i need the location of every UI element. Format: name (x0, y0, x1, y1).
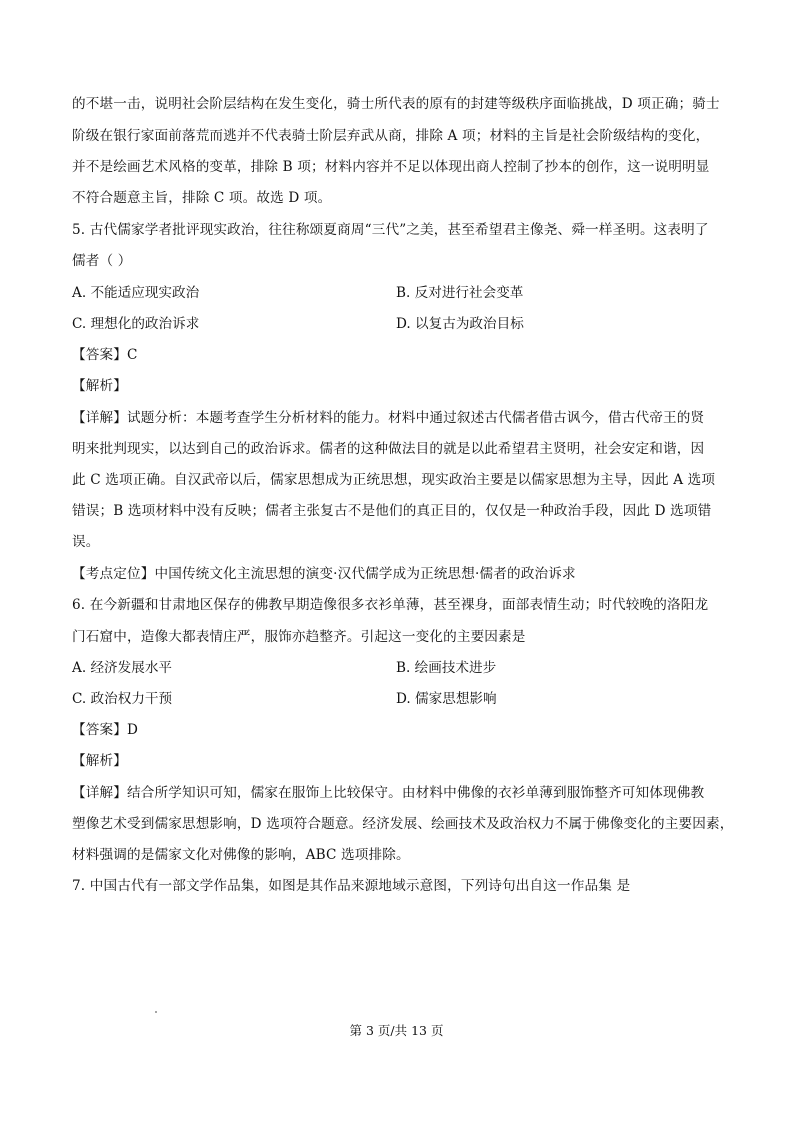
text-line: 并不是绘画艺术风格的变革，排除 B 项；材料内容并不足以体现出商人控制了抄本的创作，这一说明明显 (72, 159, 710, 175)
q6-analysis-label: 【解析】 (72, 753, 127, 769)
q6-answer-line (72, 720, 732, 740)
q5-option-d: D. 以复古为政治目标 (396, 316, 524, 332)
detail-label: 【详解】 (72, 410, 127, 426)
scan-dot (155, 1011, 157, 1013)
text-line: 阶级在银行家面前落荒而逃并不代表骑士阶层弃武从商，排除 A 项；材料的主旨是社会阶级结构的变化， (72, 128, 710, 144)
question-5-stem: 5. 古代儒家学者批评现实政治，往往称颂夏商周“三代”之美，甚至希望君主像尧、舜一样圣明。这表明了 (72, 222, 709, 238)
text-line: 的不堪一击，说明社会阶层结构在发生变化，骑士所代表的原有的封建等级秩序面临挑战，D 项正确；骑士 (72, 96, 720, 112)
q6-option-a: A. 经济发展水平 (72, 660, 173, 676)
q5-detail-line (72, 408, 732, 428)
q5-answer-line (72, 345, 732, 365)
q6-option-d: D. 儒家思想影响 (396, 691, 497, 707)
page-footer: 第 3 页/共 13 页 (349, 1023, 444, 1038)
answer-value: D (126, 722, 139, 738)
q6-detail-line (72, 783, 732, 803)
q6-option-c: C. 政治权力干预 (72, 691, 173, 707)
question-6-stem: 6. 在今新疆和甘肃地区保存的佛教早期造像很多衣衫单薄，甚至裸身，面部表情生动；时代较晚的洛阳龙 (72, 597, 709, 613)
q6-option-b: B. 绘画技术进步 (396, 660, 497, 676)
q5-option-a: A. 不能适应现实政治 (72, 285, 200, 301)
q5-analysis-label: 【解析】 (72, 378, 127, 394)
text-line: 不符合题意主旨，排除 C 项。故选 D 项。 (72, 190, 332, 206)
answer-label: 【答案】 (72, 347, 127, 363)
q6-detail-line: 塑像艺术受到儒家思想影响，D 选项符合题意。经济发展、绘画技术及政治权力不属于佛像变化的主要因素， (72, 816, 734, 832)
q5-detail-line: 错误；B 选项材料中没有反映；儒者主张复古不是他们的真正目的，仅仅是一种政治手段，因此 D 选项错 (72, 503, 712, 519)
question-5-stem: 儒者（ ） (72, 253, 132, 269)
q5-knowledge-point (72, 564, 732, 584)
detail-text: 试题分析：本题考查学生分析材料的能力。材料中通过叙述古代儒者借古讽今，借古代帝王的贤 (126, 410, 705, 426)
kp-text: 中国传统文化主流思想的演变·汉代儒学成为正统思想·儒者的政治诉求 (154, 566, 576, 582)
detail-text: 结合所学知识可知，儒家在服饰上比较保守。由材料中佛像的衣衫单薄到服饰整齐可知体现佛教 (126, 785, 705, 801)
q6-detail-line: 材料强调的是儒家文化对佛像的影响，ABC 选项排除。 (72, 847, 410, 863)
question-7-stem: 7. 中国古代有一部文学作品集，如图是其作品来源地域示意图，下列诗句出自这一作品集 是 (72, 878, 631, 894)
q5-detail-line: 此 C 选项正确。自汉武帝以后，儒家思想成为正统思想，现实政治主要是以儒家思想为主导，因此 A 选项 (72, 472, 716, 488)
question-6-stem: 门石窟中，造像大都表情庄严，服饰亦趋整齐。引起这一变化的主要因素是 (72, 629, 526, 645)
q5-detail-line: 误。 (72, 534, 100, 550)
detail-label: 【详解】 (72, 785, 127, 801)
answer-label: 【答案】 (72, 722, 127, 738)
q5-option-c: C. 理想化的政治诉求 (72, 316, 200, 332)
q5-option-b: B. 反对进行社会变革 (396, 285, 524, 301)
answer-value: C (126, 347, 138, 363)
q5-detail-line: 明来批判现实，以达到自己的政治诉求。儒者的这种做法目的就是以此希望君主贤明，社会安定和谐，因 (72, 441, 705, 457)
kp-label: 【考点定位】 (72, 566, 155, 582)
